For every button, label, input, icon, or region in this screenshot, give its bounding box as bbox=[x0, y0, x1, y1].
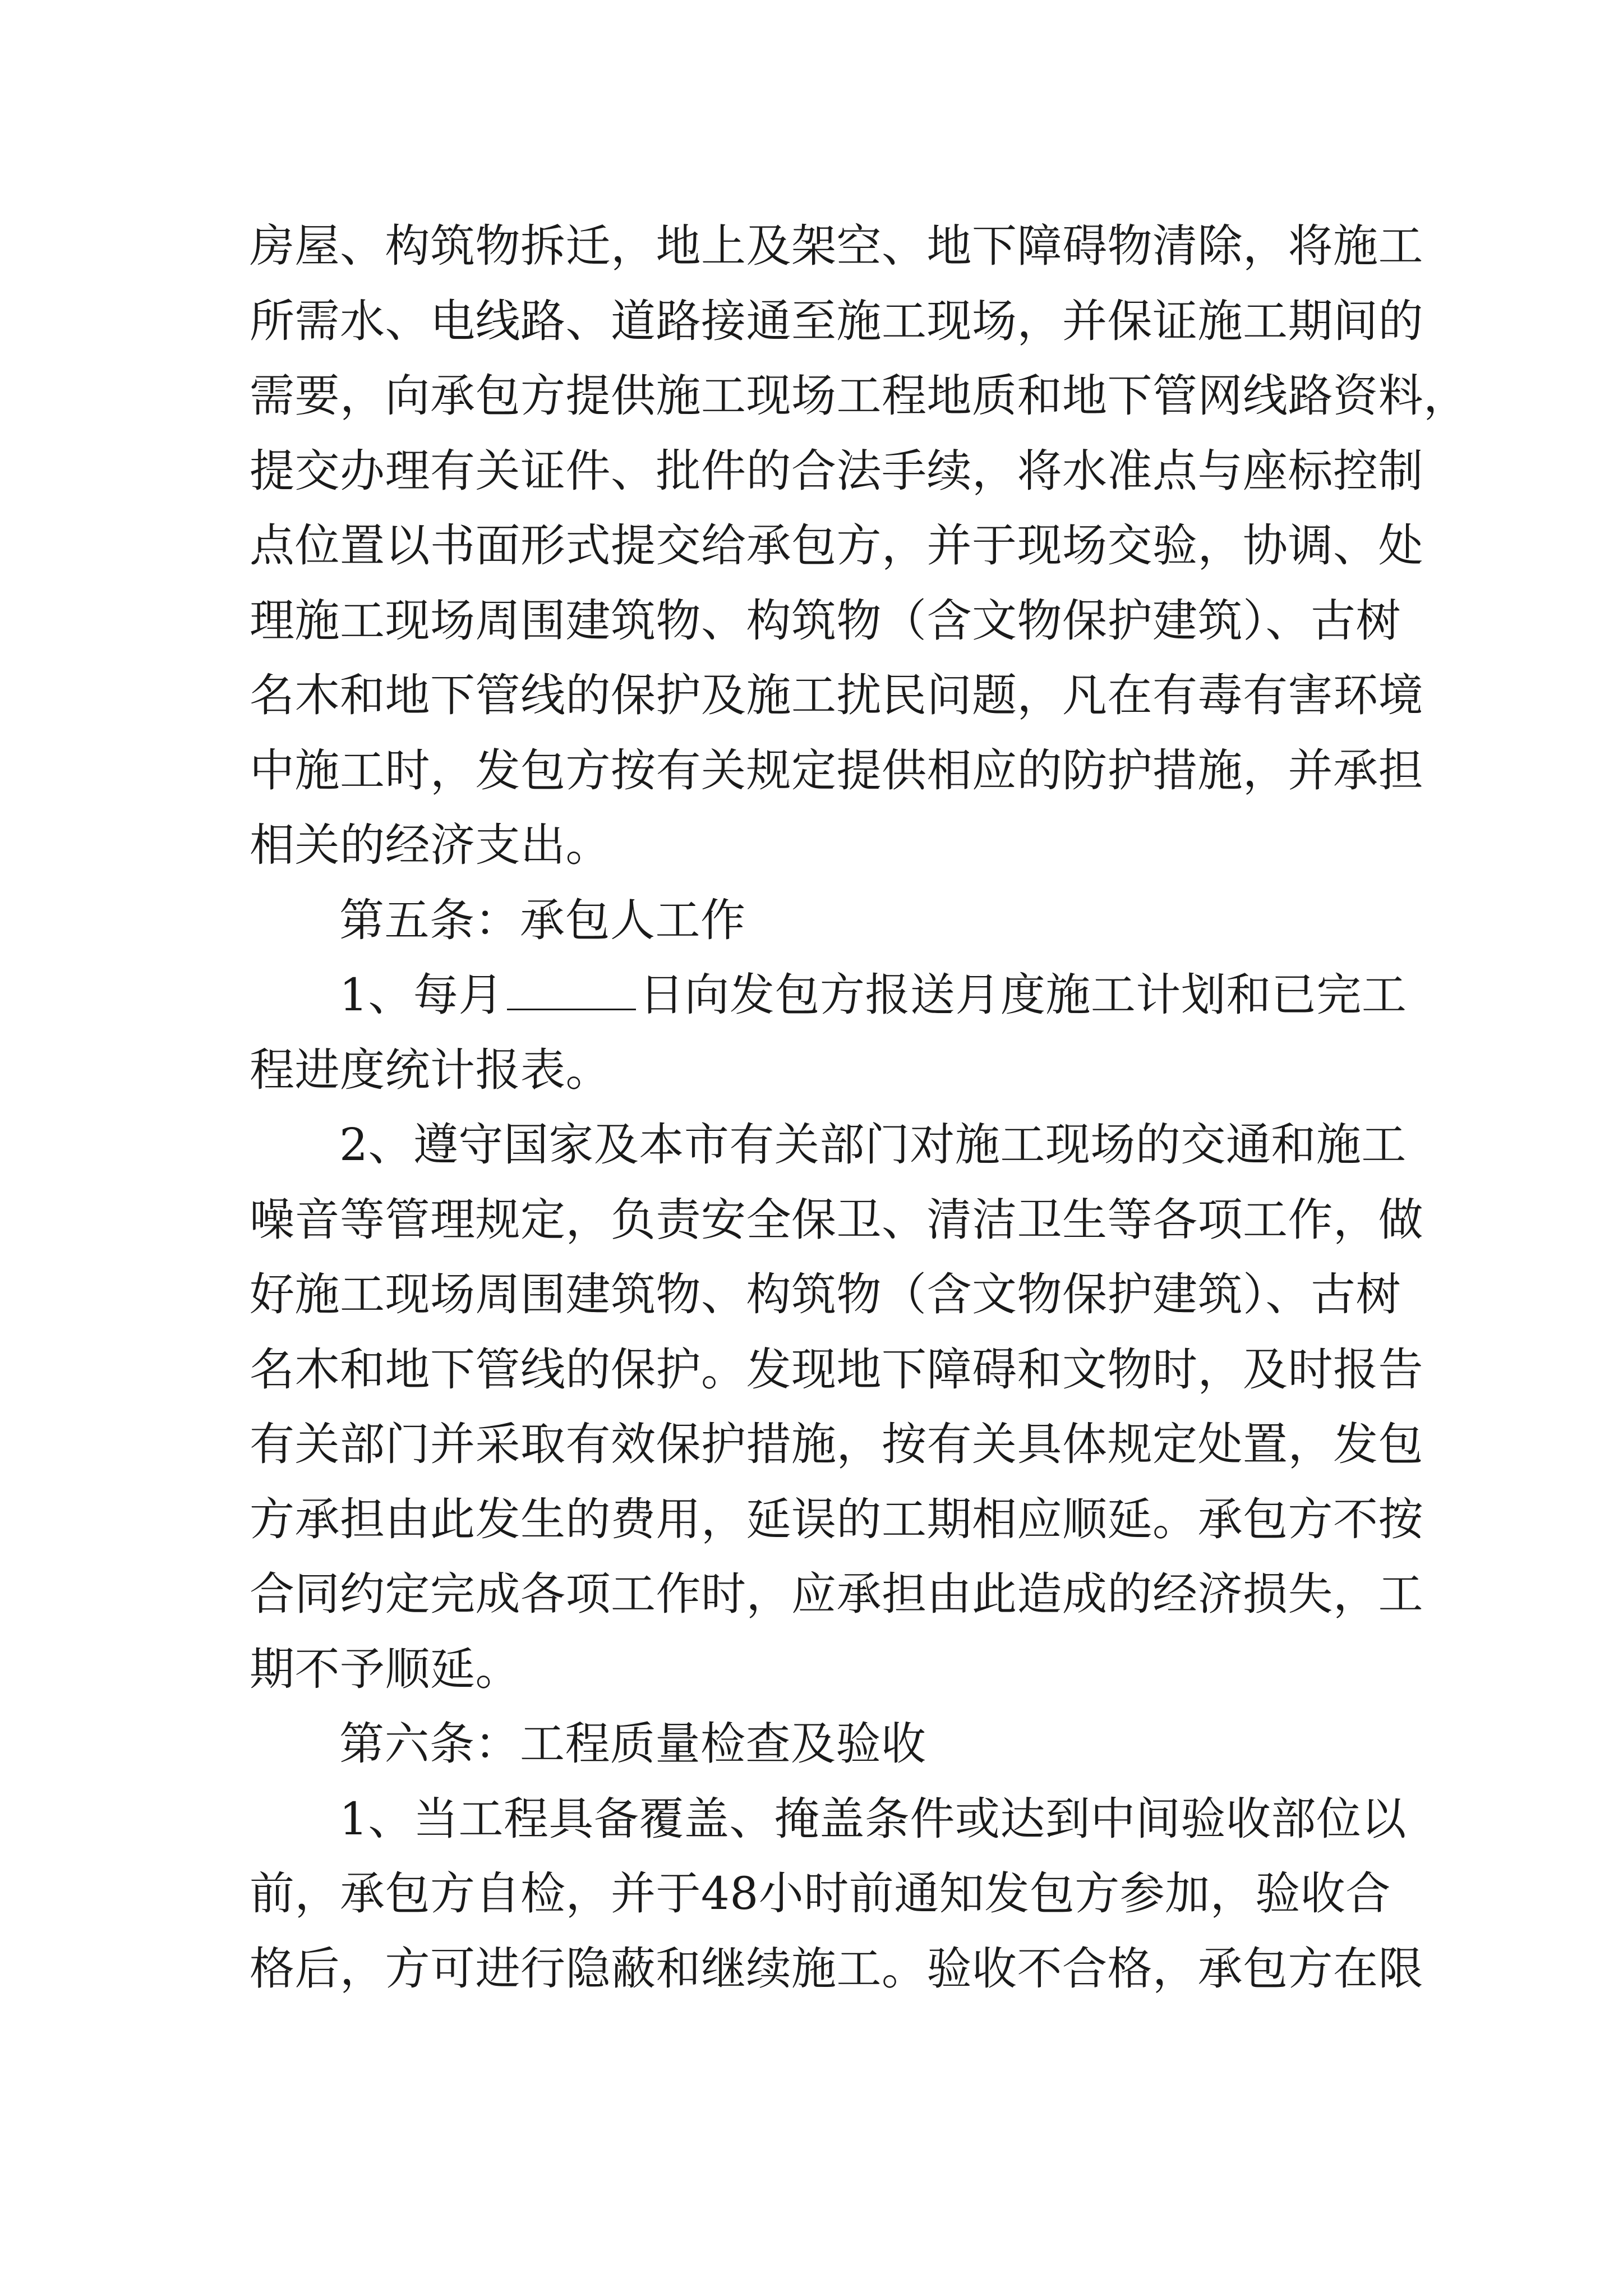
text-line: 需要，向承包方提供施工现场工程地质和地下管网线路资料， bbox=[250, 370, 1469, 422]
text-line: 点位置以书面形式提交给承包方，并于现场交验，协调、处 bbox=[250, 519, 1423, 572]
text-line: 2、遵守国家及本市有关部门对施工现场的交通和施工 bbox=[339, 1119, 1407, 1171]
text-line: 所需水、电线路、道路接通至施工现场，并保证施工期间的 bbox=[250, 295, 1423, 347]
text-line: 格后，方可进行隐蔽和继续施工。验收不合格，承包方在限 bbox=[250, 1942, 1423, 1995]
text-line: 有关部门并采取有效保护措施，按有关具体规定处置，发包 bbox=[250, 1418, 1423, 1470]
text-line: 提交办理有关证件、批件的合法手续，将水准点与座标控制 bbox=[250, 444, 1423, 497]
section-heading: 第五条：承包人工作 bbox=[339, 894, 746, 946]
fill-in-blank bbox=[507, 969, 636, 1010]
text-line: 1、当工程具备覆盖、掩盖条件或达到中间验收部位以 bbox=[339, 1792, 1407, 1845]
text-line: 名木和地下管线的保护及施工扰民问题，凡在有毒有害环境 bbox=[250, 669, 1423, 721]
text-line: 噪音等管理规定，负责安全保卫、清洁卫生等各项工作，做 bbox=[250, 1193, 1423, 1246]
text-line: 好施工现场周围建筑物、构筑物（含文物保护建筑）、古树 bbox=[250, 1268, 1401, 1320]
text-segment: 日向发包方报送月度施工计划和已完工 bbox=[639, 969, 1407, 1021]
text-line: 中施工时，发包方按有关规定提供相应的防护措施，并承担 bbox=[250, 744, 1423, 797]
text-line: 房屋、构筑物拆迁，地上及架空、地下障碍物清除，将施工 bbox=[250, 220, 1423, 272]
text-segment: 1、每月 bbox=[339, 969, 504, 1021]
section-heading: 第六条：工程质量检查及验收 bbox=[339, 1718, 926, 1770]
text-line: 名木和地下管线的保护。发现地下障碍和文物时，及时报告 bbox=[250, 1343, 1423, 1396]
document-body bbox=[250, 209, 1469, 2006]
text-line: 方承担由此发生的费用，延误的工期相应顺延。承包方不按 bbox=[250, 1493, 1423, 1545]
text-line: 理施工现场周围建筑物、构筑物（含文物保护建筑）、古树 bbox=[250, 594, 1401, 647]
text-line: 相关的经济支出。 bbox=[250, 819, 611, 871]
text-line: 期不予顺延。 bbox=[250, 1642, 520, 1695]
text-line: 合同约定完成各项工作时，应承担由此造成的经济损失，工 bbox=[250, 1568, 1423, 1620]
text-line: 前，承包方自检，并于48小时前通知发包方参加，验收合 bbox=[250, 1867, 1391, 1920]
text-line-with-blank bbox=[250, 958, 1433, 1033]
text-line: 程进度统计报表。 bbox=[250, 1043, 611, 1096]
